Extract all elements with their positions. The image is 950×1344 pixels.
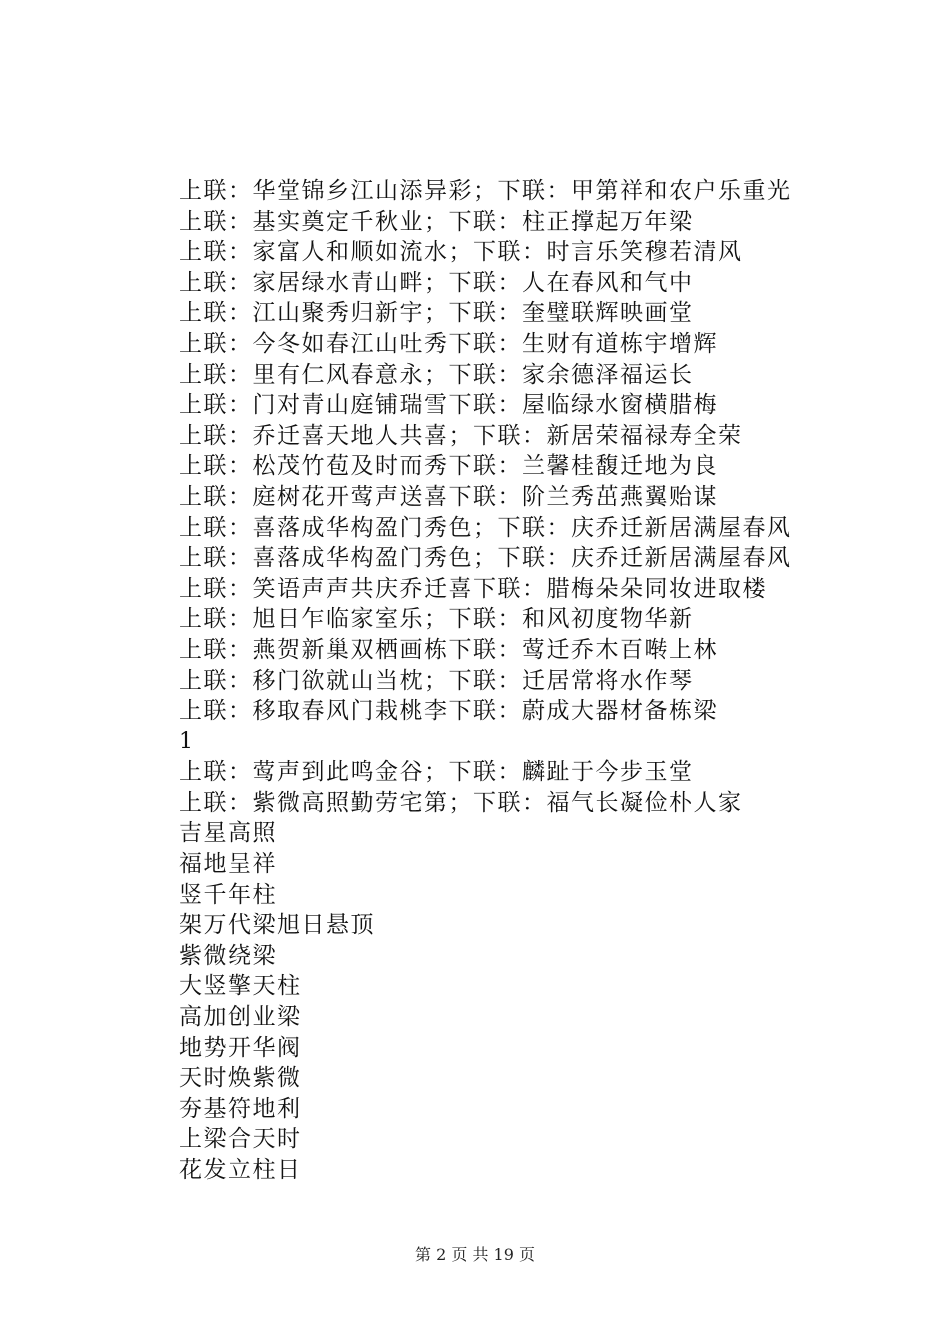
text-line: 上联：华堂锦乡江山添异彩；下联：甲第祥和农户乐重光: [179, 178, 792, 204]
text-line: 吉星高照: [179, 820, 277, 847]
text-line: 上联：旭日乍临家室乐；下联：和风初度物华新: [179, 606, 694, 633]
text-line: 上联：莺声到此鸣金谷；下联：麟趾于今步玉堂: [179, 759, 694, 786]
text-line: 上联：家富人和顺如流水；下联：时言乐笑穆若清风: [179, 239, 743, 266]
document-body: [179, 176, 899, 1186]
text-line: 上联：庭树花开莺声送喜下联：阶兰秀茁燕翼贻谋: [179, 483, 718, 510]
text-line: 上梁合天时: [179, 1126, 302, 1153]
text-line: 上联：基实奠定千秋业；下联：柱正撑起万年梁: [179, 208, 694, 235]
text-line: 高加创业梁: [179, 1004, 302, 1031]
text-line: 上联：今冬如春江山吐秀下联：生财有道栋宇增辉: [179, 330, 718, 357]
text-line: 上联：家居绿水青山畔；下联：人在春风和气中: [179, 269, 694, 296]
text-line: 上联：移门欲就山当枕；下联：迁居常将水作琴: [179, 667, 694, 694]
text-line: 上联：笑语声声共庆乔迁喜下联：腊梅朵朵同妆进取楼: [179, 575, 767, 602]
text-line: 地势开华阀: [179, 1034, 302, 1061]
text-line: 天时焕紫微: [179, 1065, 302, 1092]
text-line: 上联：乔迁喜天地人共喜；下联：新居荣福禄寿全荣: [179, 422, 743, 449]
text-line: 夯基符地利: [179, 1095, 302, 1122]
text-line: 大竖擎天柱: [179, 973, 302, 1000]
page-footer: 第 2 页 共 19 页: [415, 1245, 535, 1264]
text-line: 上联：喜落成华构盈门秀色；下联：庆乔迁新居满屋春风: [179, 545, 792, 572]
text-line: 上联：里有仁风春意永；下联：家余德泽福运长: [179, 361, 694, 388]
text-line: 紫微绕梁: [179, 942, 277, 969]
text-line: 上联：紫微高照勤劳宅第；下联：福气长凝俭朴人家: [179, 789, 743, 816]
text-line: 上联：松茂竹苞及时而秀下联：兰馨桂馥迁地为良: [179, 453, 718, 480]
text-line: 福地呈祥: [179, 851, 277, 878]
text-line: 花发立柱日: [179, 1157, 302, 1183]
text-line: 上联：喜落成华构盈门秀色；下联：庆乔迁新居满屋春风: [179, 514, 792, 541]
text-line: 上联：燕贺新巢双栖画栋下联：莺迁乔木百啭上林: [179, 636, 718, 663]
text-line: 上联：门对青山庭铺瑞雪下联：屋临绿水窗横腊梅: [179, 392, 718, 419]
text-line: 架万代梁旭日悬顶: [179, 912, 375, 939]
text-line: 上联：江山聚秀归新宇；下联：奎璧联辉映画堂: [179, 300, 694, 327]
text-line: 1: [179, 728, 193, 754]
text-line: 上联：移取春风门栽桃李下联：蔚成大器材备栋梁: [179, 698, 718, 725]
text-line: 竖千年柱: [179, 881, 277, 908]
